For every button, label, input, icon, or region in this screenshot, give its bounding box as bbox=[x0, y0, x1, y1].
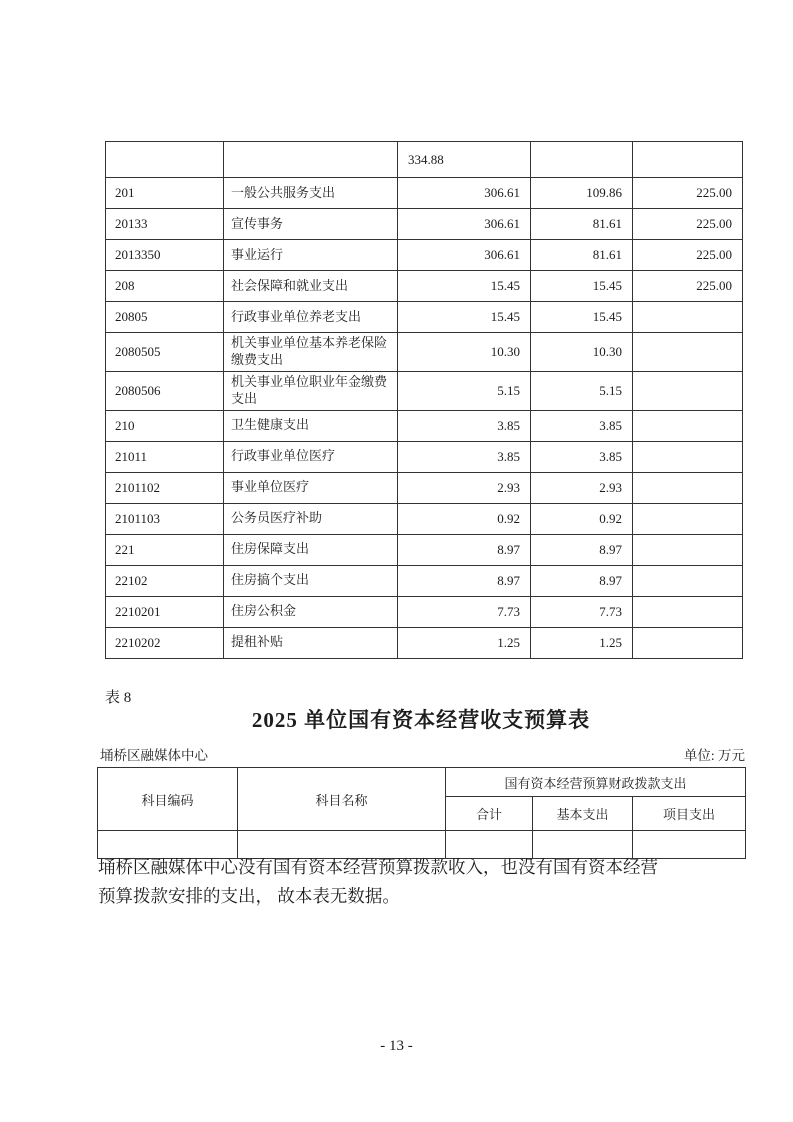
name-cell: 行政事业单位养老支出 bbox=[224, 302, 398, 333]
basic-cell: 8.97 bbox=[531, 534, 633, 565]
code-cell: 208 bbox=[106, 271, 224, 302]
project-cell: 225.00 bbox=[633, 209, 743, 240]
name-cell: 机关事业单位基本养老保险缴费支出 bbox=[224, 333, 398, 372]
total-cell: 3.85 bbox=[398, 410, 531, 441]
basic-cell: 109.86 bbox=[531, 178, 633, 209]
header-row-1 bbox=[98, 768, 746, 797]
code-cell: 201 bbox=[106, 178, 224, 209]
name-cell: 提租补贴 bbox=[224, 627, 398, 658]
basic-cell: 10.30 bbox=[531, 333, 633, 372]
code-cell: 2210201 bbox=[106, 596, 224, 627]
name-cell: 机关事业单位职业年金缴费支出 bbox=[224, 371, 398, 410]
code-cell: 2080506 bbox=[106, 371, 224, 410]
table-row bbox=[106, 565, 743, 596]
total-cell: 15.45 bbox=[398, 302, 531, 333]
project-cell: 225.00 bbox=[633, 271, 743, 302]
basic-cell: 15.45 bbox=[531, 271, 633, 302]
code-cell: 221 bbox=[106, 534, 224, 565]
total-cell: 2.93 bbox=[398, 472, 531, 503]
basic-cell bbox=[531, 142, 633, 178]
name-cell: 事业运行 bbox=[224, 240, 398, 271]
code-cell: 2101103 bbox=[106, 503, 224, 534]
name-cell: 住房保障支出 bbox=[224, 534, 398, 565]
code-cell: 20805 bbox=[106, 302, 224, 333]
project-cell: 225.00 bbox=[633, 240, 743, 271]
header-col-name: 科目名称 bbox=[238, 768, 446, 831]
code-cell: 2013350 bbox=[106, 240, 224, 271]
code-cell: 2101102 bbox=[106, 472, 224, 503]
project-cell bbox=[633, 410, 743, 441]
table-row bbox=[106, 371, 743, 410]
table-row bbox=[106, 142, 743, 178]
name-cell: 一般公共服务支出 bbox=[224, 178, 398, 209]
table8-title: 2025 单位国有资本经营收支预算表 bbox=[251, 708, 591, 732]
code-cell: 20133 bbox=[106, 209, 224, 240]
table8-meta bbox=[100, 744, 745, 764]
table-row bbox=[106, 534, 743, 565]
state-capital-budget-table bbox=[97, 767, 746, 859]
table-row bbox=[106, 441, 743, 472]
total-cell: 0.92 bbox=[398, 503, 531, 534]
code-cell bbox=[106, 142, 224, 178]
project-cell bbox=[633, 565, 743, 596]
project-cell bbox=[633, 596, 743, 627]
header-col-project: 项目支出 bbox=[633, 797, 746, 831]
total-cell: 5.15 bbox=[398, 371, 531, 410]
total-cell: 15.45 bbox=[398, 271, 531, 302]
table-row bbox=[106, 472, 743, 503]
table-row bbox=[106, 240, 743, 271]
header-col-code: 科目编码 bbox=[98, 768, 238, 831]
name-cell: 事业单位医疗 bbox=[224, 472, 398, 503]
name-cell: 行政事业单位医疗 bbox=[224, 441, 398, 472]
table-row bbox=[106, 271, 743, 302]
name-cell: 卫生健康支出 bbox=[224, 410, 398, 441]
name-cell bbox=[224, 142, 398, 178]
basic-cell: 5.15 bbox=[531, 371, 633, 410]
name-cell: 公务员医疗补助 bbox=[224, 503, 398, 534]
no-data-note-line2: 预算拨款安排的支出， 故本表无数据。 bbox=[98, 886, 400, 906]
name-cell: 社会保障和就业支出 bbox=[224, 271, 398, 302]
project-cell bbox=[633, 142, 743, 178]
table-row bbox=[106, 178, 743, 209]
total-cell: 8.97 bbox=[398, 565, 531, 596]
table-row bbox=[106, 410, 743, 441]
code-cell: 22102 bbox=[106, 565, 224, 596]
total-cell: 7.73 bbox=[398, 596, 531, 627]
total-cell: 10.30 bbox=[398, 333, 531, 372]
total-cell: 334.88 bbox=[398, 142, 531, 178]
total-cell: 8.97 bbox=[398, 534, 531, 565]
project-cell bbox=[633, 503, 743, 534]
table-row bbox=[106, 596, 743, 627]
header-col-basic: 基本支出 bbox=[533, 797, 633, 831]
name-cell: 住房搞个支出 bbox=[224, 565, 398, 596]
table-row bbox=[106, 209, 743, 240]
basic-cell: 7.73 bbox=[531, 596, 633, 627]
project-cell bbox=[633, 472, 743, 503]
project-cell bbox=[633, 371, 743, 410]
total-cell: 306.61 bbox=[398, 178, 531, 209]
table-row bbox=[106, 302, 743, 333]
basic-cell: 81.61 bbox=[531, 240, 633, 271]
code-cell: 2210202 bbox=[106, 627, 224, 658]
basic-cell: 0.92 bbox=[531, 503, 633, 534]
org-name: 埇桥区融媒体中心 bbox=[100, 748, 208, 763]
total-cell: 3.85 bbox=[398, 441, 531, 472]
total-cell: 306.61 bbox=[398, 209, 531, 240]
basic-cell: 81.61 bbox=[531, 209, 633, 240]
project-cell bbox=[633, 302, 743, 333]
basic-cell: 2.93 bbox=[531, 472, 633, 503]
header-group: 国有资本经营预算财政拨款支出 bbox=[446, 768, 746, 797]
project-cell: 225.00 bbox=[633, 178, 743, 209]
code-cell: 210 bbox=[106, 410, 224, 441]
basic-cell: 3.85 bbox=[531, 441, 633, 472]
basic-cell: 3.85 bbox=[531, 410, 633, 441]
table8-label: 表 8 bbox=[105, 690, 132, 706]
project-cell bbox=[633, 534, 743, 565]
code-cell: 21011 bbox=[106, 441, 224, 472]
project-cell bbox=[633, 627, 743, 658]
name-cell: 住房公积金 bbox=[224, 596, 398, 627]
unit-label: 单位: 万元 bbox=[683, 748, 745, 763]
name-cell: 宣传事务 bbox=[224, 209, 398, 240]
table-row bbox=[106, 503, 743, 534]
code-cell: 2080505 bbox=[106, 333, 224, 372]
basic-cell: 1.25 bbox=[531, 627, 633, 658]
table-row bbox=[106, 333, 743, 372]
expenditure-continuation-table bbox=[105, 141, 743, 659]
total-cell: 306.61 bbox=[398, 240, 531, 271]
project-cell bbox=[633, 441, 743, 472]
no-data-note bbox=[98, 853, 746, 911]
no-data-note-line1: 埇桥区融媒体中心没有国有资本经营预算拨款收入，也没有国有资本经营 bbox=[98, 857, 658, 877]
basic-cell: 8.97 bbox=[531, 565, 633, 596]
header-col-total: 合计 bbox=[446, 797, 533, 831]
total-cell: 1.25 bbox=[398, 627, 531, 658]
page-number: - 13 - bbox=[380, 1038, 413, 1054]
project-cell bbox=[633, 333, 743, 372]
basic-cell: 15.45 bbox=[531, 302, 633, 333]
table-row bbox=[106, 627, 743, 658]
